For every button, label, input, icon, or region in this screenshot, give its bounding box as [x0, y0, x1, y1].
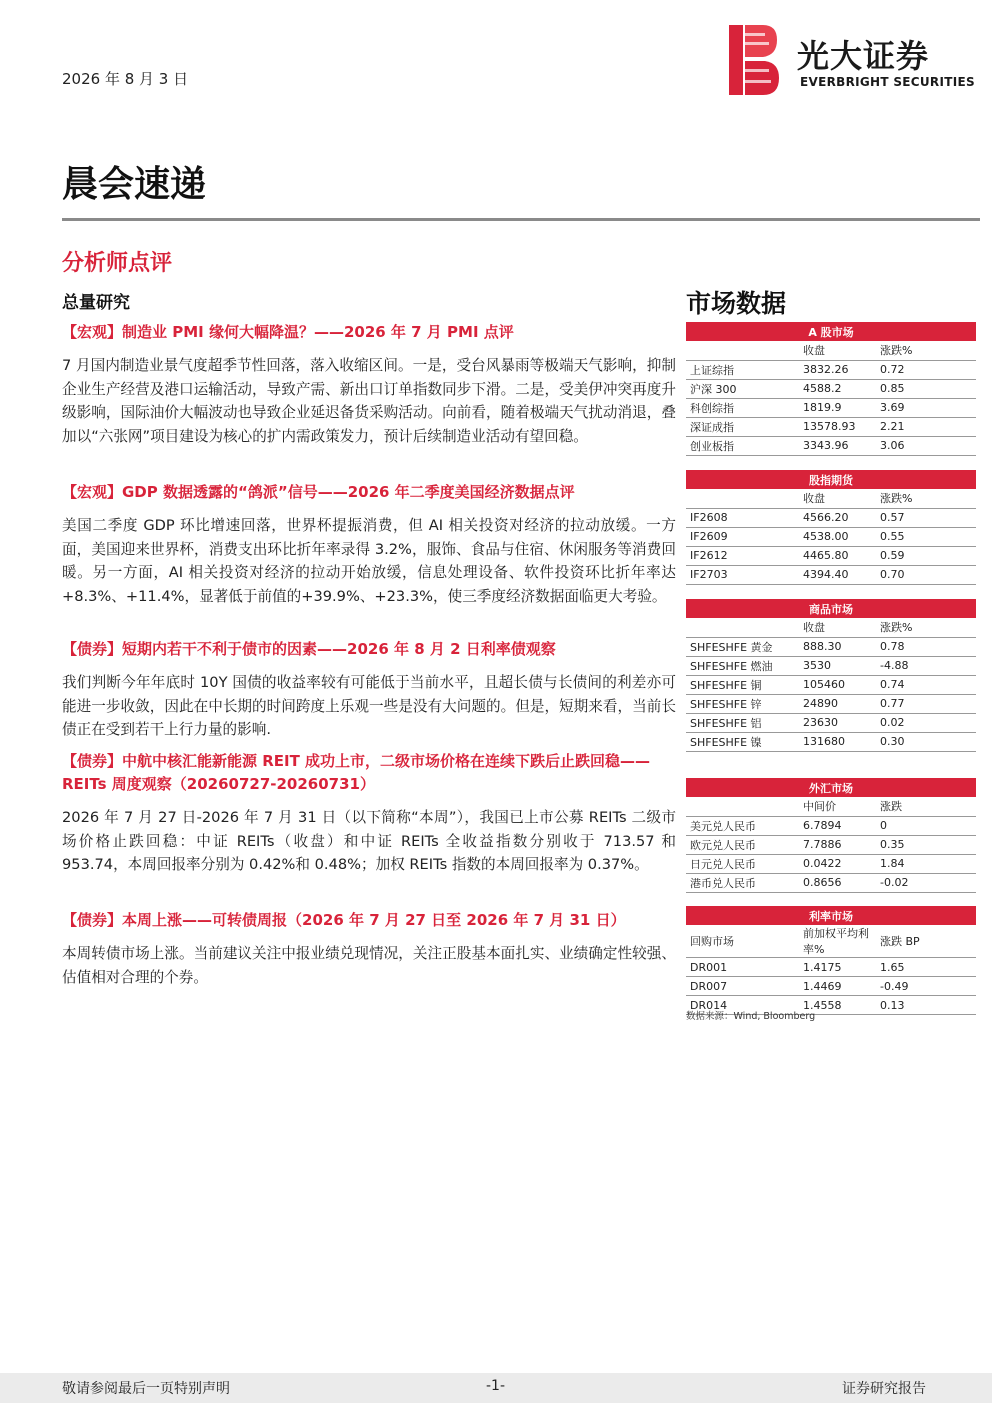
table-title: A 股市场: [686, 322, 976, 341]
cell-value: 0.78: [876, 637, 976, 656]
table-row: [686, 360, 976, 379]
table-row: [686, 675, 976, 694]
cell-value: -4.88: [876, 656, 976, 675]
row-label: 美元兑人民币: [686, 816, 799, 835]
column-header: [686, 489, 799, 508]
article-body: 我们判断今年年底时 10Y 国债的收益率较有可能低于当前水平，且超长债与长债间的利差亦可能进一步收敛，因此在中长期的时间跨度上乐观一些是没有大问题的。但是，短期来看，当前长债正在受到若干上行力量的影响.: [62, 674, 676, 738]
cell-value: 4588.2: [799, 379, 876, 398]
row-label: SHFESHFE 燃油: [686, 656, 799, 675]
cell-value: 0.35: [876, 835, 976, 854]
cell-value: 1.4469: [799, 977, 876, 996]
row-label: IF2612: [686, 546, 799, 565]
row-label: 深证成指: [686, 417, 799, 436]
table-row: [686, 977, 976, 996]
table-column-headers: [686, 925, 976, 958]
section-heading: 分析师点评: [62, 251, 173, 276]
row-label: IF2703: [686, 565, 799, 584]
cell-value: 0.74: [876, 675, 976, 694]
cell-value: 4394.40: [799, 565, 876, 584]
page-title: 晨会速递: [62, 164, 207, 205]
table-title: 利率市场: [686, 906, 976, 925]
cell-value: 13578.93: [799, 417, 876, 436]
cell-value: 4465.80: [799, 546, 876, 565]
column-header: [686, 618, 799, 637]
report-type-label: 证券研究报告: [842, 1381, 926, 1397]
table-row: [686, 527, 976, 546]
table-row: [686, 694, 976, 713]
cell-value: 0.55: [876, 527, 976, 546]
column-header: 涨跌 BP: [876, 925, 976, 958]
page-number: -1-: [486, 1378, 506, 1394]
cell-value: 3530: [799, 656, 876, 675]
cell-value: 0.30: [876, 732, 976, 751]
cell-value: 1.84: [876, 854, 976, 873]
table-title: 股指期货: [686, 470, 976, 489]
cell-value: 1.4558: [799, 996, 876, 1015]
row-label: SHFESHFE 铝: [686, 713, 799, 732]
article-heading[interactable]: 【宏观】GDP 数据透露的“鸽派”信号——2026 年二季度美国经济数据点评: [62, 483, 575, 501]
article-heading[interactable]: 【债券】本周上涨——可转债周报（2026 年 7 月 27 日至 2026 年 7 月 31 日）: [62, 911, 626, 929]
cell-value: 0.85: [876, 379, 976, 398]
cell-value: 3.69: [876, 398, 976, 417]
table-row: [686, 565, 976, 584]
table-column-headers: [686, 797, 976, 816]
disclaimer-link[interactable]: 敬请参阅最后一页特别声明: [62, 1381, 230, 1397]
cell-value: 7.7886: [799, 835, 876, 854]
column-header: [686, 797, 799, 816]
table-row: [686, 816, 976, 835]
cell-value: 4566.20: [799, 508, 876, 527]
row-label: 欧元兑人民币: [686, 835, 799, 854]
cell-value: 23630: [799, 713, 876, 732]
row-label: SHFESHFE 镍: [686, 732, 799, 751]
cell-value: 0.77: [876, 694, 976, 713]
a-share-market-table: [686, 322, 976, 456]
table-row: [686, 398, 976, 417]
cell-value: 131680: [799, 732, 876, 751]
table-column-headers: [686, 489, 976, 508]
table-column-headers: [686, 618, 976, 637]
row-label: DR001: [686, 958, 799, 977]
column-header: 回购市场: [686, 925, 799, 958]
cell-value: 1.4175: [799, 958, 876, 977]
table-row: [686, 854, 976, 873]
cell-value: -0.02: [876, 873, 976, 892]
article-body: 7 月国内制造业景气度超季节性回落，落入收缩区间。一是，受台风暴雨等极端天气影响，抑制企业生产经营及港口运输活动，导致产需、新出口订单指数同步下滑。二是，受美伊冲突再度升级影响，国际油价大幅波动也导致企业延迟备货采购活动。向前看，随着极端天气扰动消退，叠加以“六张网”项目建设为核心的扩内需政策发力，预计后续制造业活动有望回稳。: [62, 357, 676, 445]
column-header: 收盘: [799, 618, 876, 637]
table-title-bar: [686, 906, 976, 925]
cell-value: 0.57: [876, 508, 976, 527]
cell-value: 1.65: [876, 958, 976, 977]
logo-chinese-name: 光大证券: [797, 37, 930, 75]
market-data-title: 市场数据: [686, 289, 787, 318]
row-label: 港币兑人民币: [686, 873, 799, 892]
row-label: SHFESHFE 锌: [686, 694, 799, 713]
table-row: [686, 417, 976, 436]
title-divider: [62, 218, 980, 221]
row-label: IF2608: [686, 508, 799, 527]
table-title-bar: [686, 599, 976, 618]
cell-value: 0.72: [876, 360, 976, 379]
row-label: SHFESHFE 铜: [686, 675, 799, 694]
article-heading[interactable]: 【宏观】制造业 PMI 缘何大幅降温？——2026 年 7 月 PMI 点评: [62, 323, 514, 341]
cell-value: 0.59: [876, 546, 976, 565]
table-row: [686, 379, 976, 398]
row-label: DR007: [686, 977, 799, 996]
cell-value: 6.7894: [799, 816, 876, 835]
table-title: 商品市场: [686, 599, 976, 618]
cell-value: 0: [876, 816, 976, 835]
forex-market-table: [686, 778, 976, 893]
article-body: 美国二季度 GDP 环比增速回落，世界杯提振消费，但 AI 相关投资对经济的拉动放缓。一方面，美国迎来世界杯，消费支出环比折年率录得 3.2%，服饰、食品与住宿、休闲服务等消费回暖。另一方面，AI 相关投资对经济的拉动开始放缓，信息处理设备、软件投资环比折年率达+8.3%、+11.4%，显著低于前值的+39.9%、+23.3%，使三季度经济数据面临更大考验。: [62, 517, 676, 605]
column-header: [686, 341, 799, 360]
row-label: 科创综指: [686, 398, 799, 417]
data-source-note: 数据来源：Wind, Bloomberg: [686, 1011, 816, 1022]
column-header: 中间价: [799, 797, 876, 816]
column-header: 涨跌%: [876, 341, 976, 360]
article-heading[interactable]: 【债券】中航中核汇能新能源 REIT 成功上市，二级市场价格在连续下跌后止跌回稳——REITs 周度观察（20260727-20260731）: [62, 752, 651, 793]
row-label: 日元兑人民币: [686, 854, 799, 873]
column-header: 收盘: [799, 341, 876, 360]
table-row: [686, 732, 976, 751]
row-label: DR014: [686, 996, 799, 1015]
column-header: 收盘: [799, 489, 876, 508]
column-header: 涨跌%: [876, 618, 976, 637]
logo-english-name: EVERBRIGHT SECURITIES: [800, 75, 975, 89]
cell-value: 105460: [799, 675, 876, 694]
article-body: 2026 年 7 月 27 日-2026 年 7 月 31 日（以下简称“本周”），我国已上市公募 REITs 二级市场价格止跌回稳：中证 REITs（收盘）和中证 REITs 全收益指数分别收于 713.57 和 953.74，本周回报率分别为 0.42%和 0.48%；加权 REITs 指数的本周回报率为 0.37%。: [62, 809, 676, 873]
table-row: [686, 508, 976, 527]
report-date: 2026 年 8 月 3 日: [62, 70, 189, 88]
cell-value: 0.02: [876, 713, 976, 732]
everbright-logo-icon: [729, 25, 779, 95]
table-row: [686, 835, 976, 854]
cell-value: 3832.26: [799, 360, 876, 379]
table-row: [686, 656, 976, 675]
commodity-market-table: [686, 599, 976, 752]
cell-value: 24890: [799, 694, 876, 713]
cell-value: 0.0422: [799, 854, 876, 873]
table-row: [686, 637, 976, 656]
column-header: 涨跌: [876, 797, 976, 816]
index-futures-table: [686, 470, 976, 585]
cell-value: 0.8656: [799, 873, 876, 892]
article-body: 本周转债市场上涨。当前建议关注中报业绩兑现情况，关注正股基本面扎实、业绩确定性较强、估值相对合理的个券。: [62, 945, 676, 986]
row-label: SHFESHFE 黄金: [686, 637, 799, 656]
row-label: 上证综指: [686, 360, 799, 379]
table-row: [686, 713, 976, 732]
table-row: [686, 958, 976, 977]
cell-value: 888.30: [799, 637, 876, 656]
table-title: 外汇市场: [686, 778, 976, 797]
cell-value: 3343.96: [799, 436, 876, 455]
column-header: 前加权平均利率%: [799, 925, 876, 958]
table-title-bar: [686, 470, 976, 489]
cell-value: 0.13: [876, 996, 976, 1015]
cell-value: 0.70: [876, 565, 976, 584]
table-title-bar: [686, 322, 976, 341]
table-column-headers: [686, 341, 976, 360]
table-title-bar: [686, 778, 976, 797]
row-label: 创业板指: [686, 436, 799, 455]
cell-value: 1819.9: [799, 398, 876, 417]
row-label: 沪深 300: [686, 379, 799, 398]
row-label: IF2609: [686, 527, 799, 546]
cell-value: 2.21: [876, 417, 976, 436]
article-heading[interactable]: 【债券】短期内若干不利于债市的因素——2026 年 8 月 2 日利率债观察: [62, 640, 556, 658]
column-header: 涨跌%: [876, 489, 976, 508]
interest-rate-market-table: [686, 906, 976, 1015]
cell-value: -0.49: [876, 977, 976, 996]
table-row: [686, 436, 976, 455]
cell-value: 4538.00: [799, 527, 876, 546]
subsection-heading: 总量研究: [62, 293, 130, 313]
table-row: [686, 546, 976, 565]
table-row: [686, 873, 976, 892]
cell-value: 3.06: [876, 436, 976, 455]
